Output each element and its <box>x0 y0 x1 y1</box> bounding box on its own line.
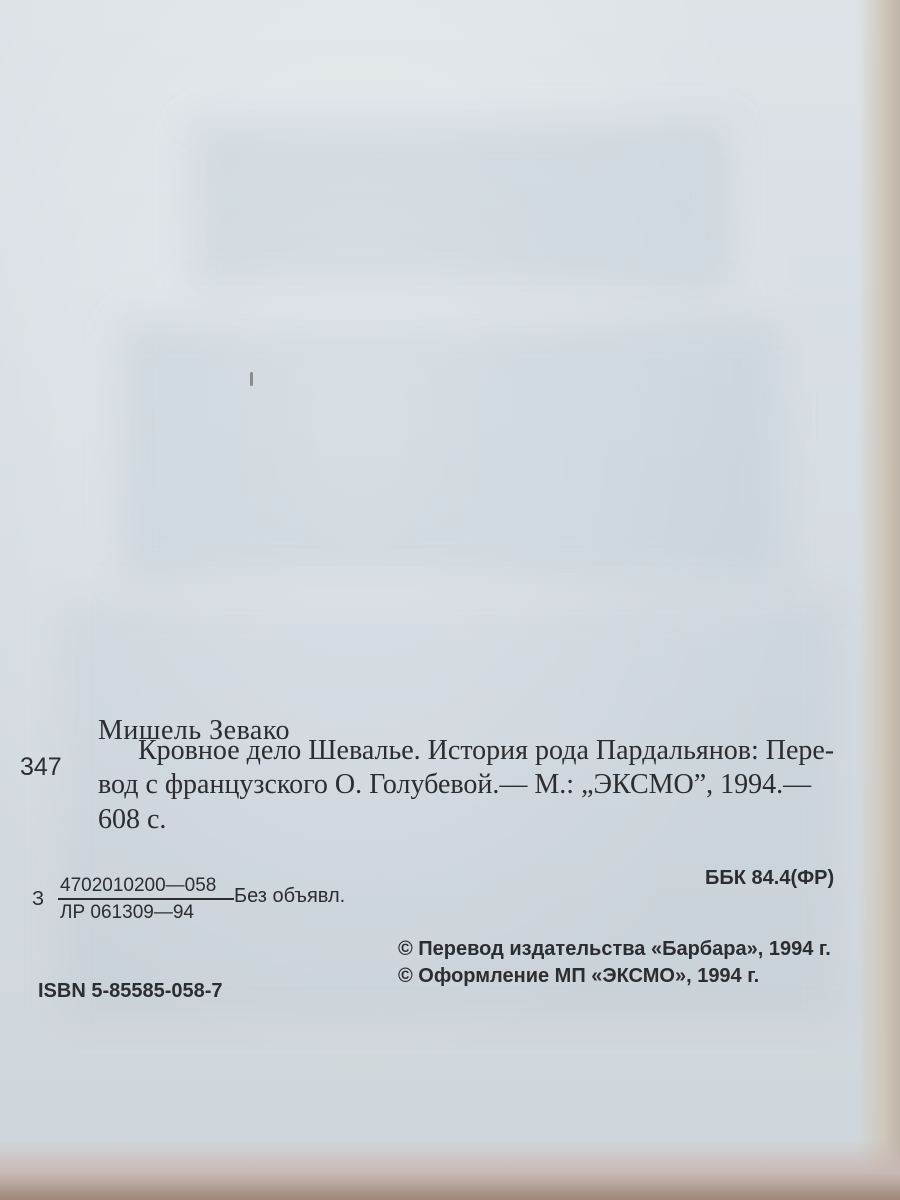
index-fraction <box>58 875 234 924</box>
description-line-3: 608 с. <box>98 804 167 835</box>
isbn: ISBN 5-85585-058-7 <box>38 980 223 1002</box>
index-numerator: 4702010200—058 <box>58 875 234 900</box>
paper-speck <box>250 372 253 386</box>
description-line-1: Кровное дело Шевалье. История рода Пардальянов: Пере- <box>138 735 835 766</box>
index-prefix: З <box>32 888 45 910</box>
bleed-through-shadow <box>190 120 730 290</box>
price-note: Без объявл. <box>234 885 346 907</box>
bleed-through-shadow <box>120 320 780 580</box>
copyright-design: © Оформление МП «ЭКСМО», 1994 г. <box>398 965 760 987</box>
index-denominator: ЛР 061309—94 <box>60 902 194 923</box>
catalog-number: 347 <box>20 753 62 781</box>
page-edge-right <box>858 0 900 1200</box>
description-line-2: вод с французского О. Голубевой.— М.: „ЭКСМО”, 1994.— <box>98 769 812 800</box>
bbk-code: ББК 84.4(ФР) <box>705 867 835 889</box>
page-edge-bottom <box>0 1140 900 1200</box>
author-name: Мишель Зевако <box>98 715 291 746</box>
copyright-translation: © Перевод издательства «Барбара», 1994 г. <box>398 938 831 960</box>
